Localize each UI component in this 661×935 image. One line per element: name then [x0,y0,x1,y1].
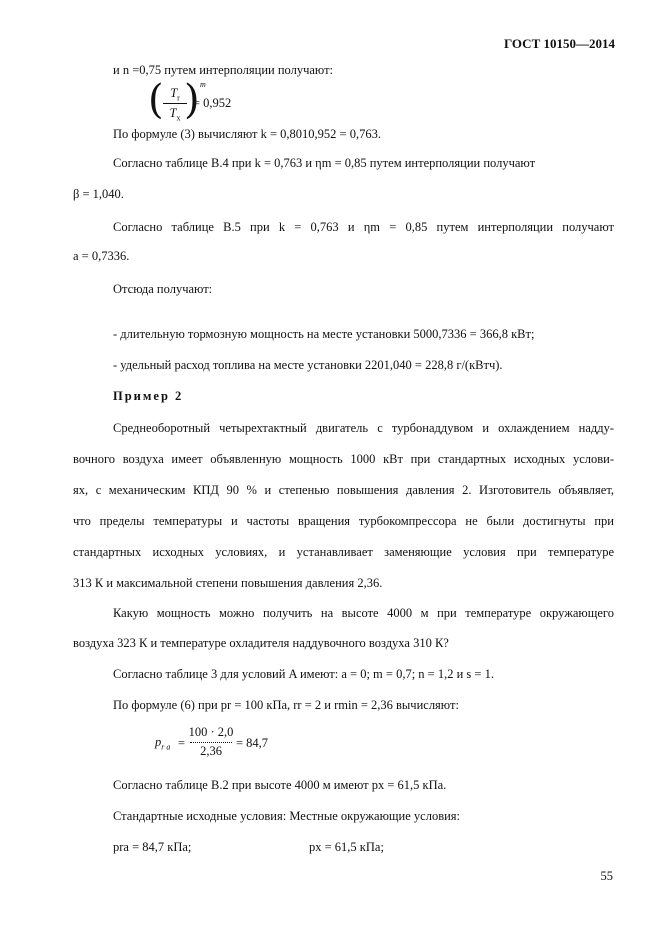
formula1-denominator: $T_x$ [169,106,181,123]
formula2-lhs: $p_{r a}$ [155,735,171,752]
formula1-numerator: $T_r$ [170,86,180,103]
line-hence: Отсюда получают: [113,282,213,296]
line-pra: pra = 84,7 кПа; [113,840,192,854]
line-table-3: Согласно таблице 3 для условий A имеют: a = 0; m = 0,7; n = 1,2 и s = 1. [113,667,494,681]
paragraph-line-4: что пределы температуры и частоты вращения турбокомпрессора не были достигнуты при [73,514,614,528]
formula2-numerator: 100 · 2,0 [188,725,234,739]
formula1-left-paren: ( [148,77,164,123]
paragraph-line-6: 313 К и максимальной степени повышения давления 2,36. [73,576,383,590]
line-beta: β = 1,040. [73,187,124,201]
line-conditions: Стандартные исходные условия: Местные окружающие условия: [113,809,461,823]
paragraph-line-5: стандартных исходных условиях, и устанавливает заменяющие условия при температуре [73,545,614,559]
question-line-2: воздуха 323 К и температуре охладителя наддувочного воздуха 310 К? [73,636,449,650]
line-fuel-result: - удельный расход топлива на месте установки 2201,040 = 228,8 г/(кВтч). [113,358,503,372]
formula2-denominator: 2,36 [200,744,222,758]
formula1-right-paren: ) [184,77,200,123]
example-heading: Пример 2 [113,389,184,403]
line-power-result: - длительную тормозную мощность на месте установки 5000,7336 = 366,8 кВт; [113,327,535,341]
formula1-result: = 0,952 [193,96,232,110]
formula2-result: = 84,7 [236,736,269,750]
line-a-value: a = 0,7336. [73,249,130,263]
paragraph-line-1: Среднеоборотный четырехтактный двигатель с турбонаддувом и охлаждением надду- [113,421,614,435]
standard-header: ГОСТ 10150—2014 [503,36,615,51]
line-px: px = 61,5 кПа; [309,840,384,854]
line-table-b4: Согласно таблице В.4 при k = 0,763 и ηm = 0,85 путем интерполяции получают [113,156,536,170]
formula2-fraction-bar [190,742,232,743]
formula1-intro: и n =0,75 путем интерполяции получают: [113,63,334,77]
line-table-b2: Согласно таблице В.2 при высоте 4000 м имеют px = 61,5 кПа. [113,778,447,792]
formula1-exponent: m [200,80,206,89]
formula2-equals: = [178,736,186,750]
line-formula-3: По формуле (3) вычисляют k = 0,8010,952 = 0,763. [113,127,381,141]
page-number: 55 [600,869,613,883]
line-table-b5: Согласно таблице В.5 при k = 0,763 и ηm = 0,85 путем интерполяции получают [113,220,614,234]
question-line-1: Какую мощность можно получить на высоте 4000 м при температуре окружающего [113,606,614,620]
paragraph-line-3: ях, с механическим КПД 90 % и степенью повышения давления 2. Изготовитель объявляет, [73,483,614,497]
paragraph-line-2: вочного воздуха имеет объявленную мощность 1000 кВт при стандартных исходных услови- [73,452,614,466]
line-formula-6: По формуле (6) при pr = 100 кПа, rr = 2 и rmin = 2,36 вычисляют: [113,698,459,712]
